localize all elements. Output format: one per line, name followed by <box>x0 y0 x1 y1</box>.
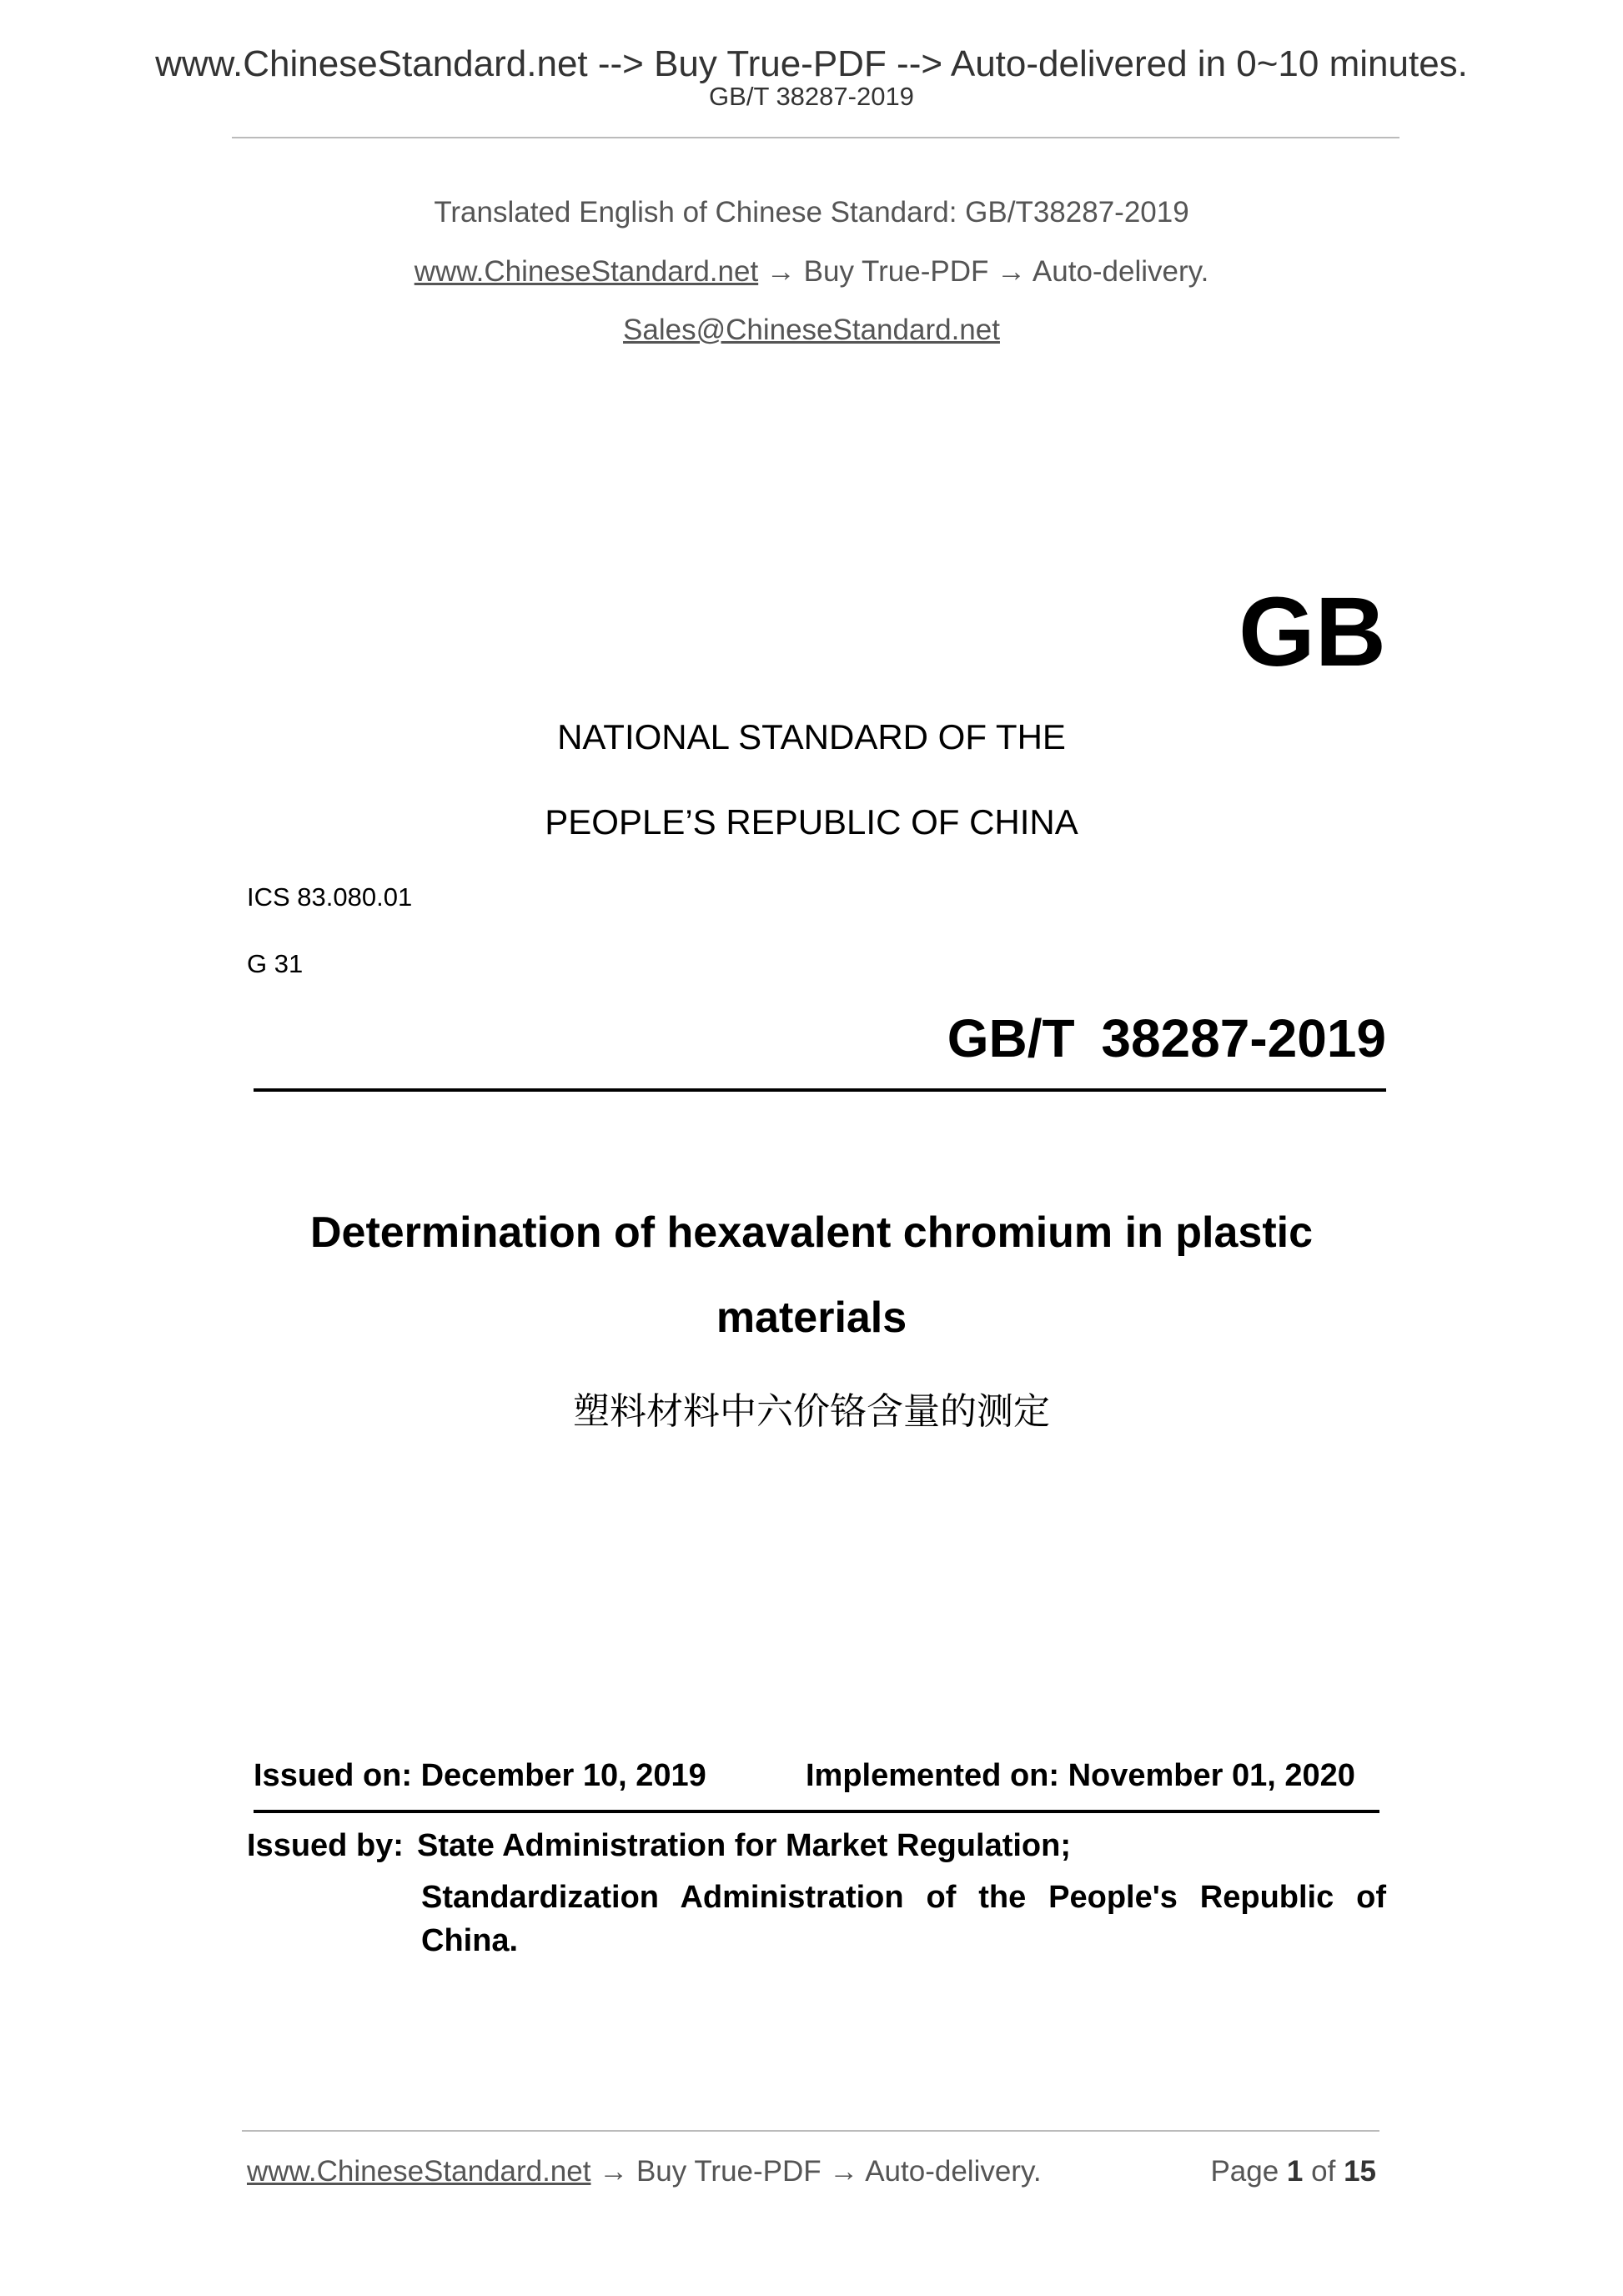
buy-true-pdf-text: Buy True-PDF <box>803 255 989 288</box>
chinese-title: 塑料材料中六价铬含量的测定 <box>573 1391 1050 1432</box>
document-title-line1: Determination of hexavalent chromium in plastic <box>309 1208 1314 1257</box>
arrow-right-icon: → <box>997 255 1027 288</box>
header-divider <box>232 137 1399 138</box>
delivery-line <box>0 255 1623 289</box>
document-title-line2: materials <box>716 1294 907 1342</box>
issuer-2-line2: China. <box>421 1923 519 1958</box>
footer-divider <box>242 2130 1379 2132</box>
footer-buy-text: Buy True-PDF <box>636 2155 822 2188</box>
dates-rule <box>254 1810 1379 1813</box>
footer-auto-text: Auto-delivery. <box>865 2155 1042 2188</box>
page-indicator <box>1210 2155 1376 2188</box>
implemented-on-date: Implemented on: November 01, 2020 <box>806 1758 1355 1793</box>
of-label: of <box>1311 2155 1336 2188</box>
top-banner: www.ChineseStandard.net --> Buy True-PDF --> Auto-delivered in 0~10 minutes. <box>155 43 1468 84</box>
sales-email-line <box>0 314 1623 347</box>
issuer-2-line1: Standardization Administration of the People's Republic of <box>421 1880 1386 1915</box>
national-standard-line2: PEOPLE’S REPUBLIC OF CHINA <box>545 802 1078 842</box>
issued-on-date: Issued on: December 10, 2019 <box>254 1758 706 1793</box>
footer-delivery-line <box>247 2155 1042 2188</box>
page-total: 15 <box>1344 2155 1376 2188</box>
ics-code: ICS 83.080.01 <box>247 882 413 912</box>
g-code: G 31 <box>247 949 304 978</box>
page-number: 1 <box>1286 2155 1304 2188</box>
issued-by-label: Issued by: <box>247 1828 404 1863</box>
arrow-right-icon: → <box>599 2155 629 2188</box>
sales-email-link[interactable]: Sales@ChineseStandard.net <box>623 314 1000 346</box>
national-standard-line1: NATIONAL STANDARD OF THE <box>557 717 1066 756</box>
footer-site-link[interactable]: www.ChineseStandard.net <box>247 2155 591 2188</box>
site-link[interactable]: www.ChineseStandard.net <box>414 255 759 288</box>
standard-number-rule <box>254 1088 1386 1092</box>
standard-number: GB/T 38287-2019 <box>947 1008 1386 1068</box>
page-label: Page <box>1210 2155 1279 2188</box>
issuer-1: State Administration for Market Regulation; <box>417 1828 1071 1863</box>
gb-mark: GB <box>1239 577 1386 687</box>
translated-line: Translated English of Chinese Standard: GB/T38287-2019 <box>434 196 1189 229</box>
arrow-right-icon: → <box>829 2155 859 2188</box>
header-standard-code: GB/T 38287-2019 <box>709 82 914 111</box>
arrow-right-icon: → <box>766 255 796 288</box>
auto-delivery-text: Auto-delivery. <box>1032 255 1209 288</box>
